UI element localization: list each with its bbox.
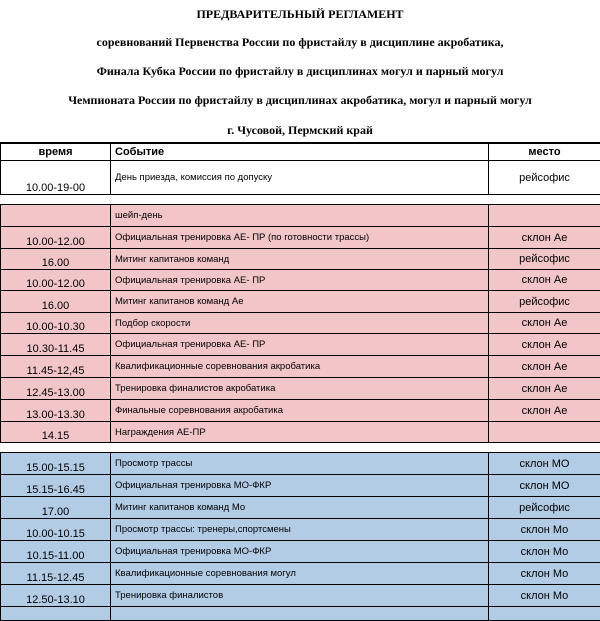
event-cell: Официальная тренировка АЕ- ПР bbox=[111, 334, 489, 356]
place-cell: склон Мо bbox=[489, 541, 600, 563]
event-cell: Официальная тренировка МО-ФКР bbox=[111, 541, 489, 563]
table-row bbox=[1, 227, 600, 249]
schedule-table bbox=[0, 142, 600, 621]
table-row bbox=[1, 356, 600, 378]
time-cell: 14.15 bbox=[1, 422, 111, 443]
place-cell: рейсофис bbox=[489, 497, 600, 519]
place-cell: склон Ае bbox=[489, 313, 600, 334]
subtitle-line-1: соревнований Первенства России по фристайлу в дисциплине акробатика, bbox=[0, 35, 600, 50]
place-cell bbox=[489, 205, 600, 227]
table-row bbox=[1, 334, 600, 356]
time-cell: 11.15-12.45 bbox=[1, 563, 111, 585]
time-cell: 10.00-12.00 bbox=[1, 227, 111, 249]
column-header-place: место bbox=[489, 143, 600, 161]
table-row bbox=[1, 205, 600, 227]
table-row bbox=[1, 270, 600, 291]
table-row bbox=[1, 453, 600, 475]
event-cell: Официальная тренировка МО-ФКР bbox=[111, 475, 489, 497]
time-cell: 16.00 bbox=[1, 291, 111, 313]
time-cell: 10.00-10.15 bbox=[1, 519, 111, 541]
event-cell: Квалификационные соревнования могул bbox=[111, 563, 489, 585]
time-cell bbox=[1, 607, 111, 621]
event-cell: Официальная тренировка АЕ- ПР (по готовности трассы) bbox=[111, 227, 489, 249]
table-row bbox=[1, 541, 600, 563]
table-row bbox=[1, 519, 600, 541]
table-group-gap bbox=[1, 195, 600, 205]
event-cell: Тренировка финалистов акробатика bbox=[111, 378, 489, 400]
time-cell: 13.00-13.30 bbox=[1, 400, 111, 422]
place-cell: склон Мо bbox=[489, 585, 600, 607]
location-line: г. Чусовой, Пермский край bbox=[0, 123, 600, 138]
event-cell: Награждения АЕ-ПР bbox=[111, 422, 489, 443]
table-group-gap bbox=[1, 443, 600, 453]
event-cell: Митинг капитанов команд Мо bbox=[111, 497, 489, 519]
event-cell: Финальные соревнования акробатика bbox=[111, 400, 489, 422]
time-cell bbox=[1, 205, 111, 227]
table-row bbox=[1, 400, 600, 422]
table-row bbox=[1, 497, 600, 519]
place-cell: рейсофис bbox=[489, 291, 600, 313]
time-cell: 15.15-16.45 bbox=[1, 475, 111, 497]
time-cell: 11.45-12,45 bbox=[1, 356, 111, 378]
table-row bbox=[1, 422, 600, 443]
subtitle-line-2: Финала Кубка России по фристайлу в дисциплинах могул и парный могул bbox=[0, 64, 600, 79]
event-cell: Митинг капитанов команд bbox=[111, 249, 489, 270]
table-row bbox=[1, 563, 600, 585]
gap-cell bbox=[1, 195, 600, 205]
place-cell bbox=[489, 422, 600, 443]
document-title: ПРЕДВАРИТЕЛЬНЫЙ РЕГЛАМЕНТ bbox=[0, 7, 600, 22]
place-cell: склон Мо bbox=[489, 519, 600, 541]
table-row bbox=[1, 475, 600, 497]
time-cell: 10.00-19-00 bbox=[1, 161, 111, 195]
event-cell: Официальная тренировка АЕ- ПР bbox=[111, 270, 489, 291]
place-cell: склон Ае bbox=[489, 378, 600, 400]
event-cell: День приезда, комиссия по допуску bbox=[111, 161, 489, 195]
table-row bbox=[1, 607, 600, 621]
table-row bbox=[1, 313, 600, 334]
event-cell: Просмотр трассы: тренеры,спортсмены bbox=[111, 519, 489, 541]
place-cell: склон Ае bbox=[489, 356, 600, 378]
column-header-time: время bbox=[1, 143, 111, 161]
table-row bbox=[1, 249, 600, 270]
time-cell: 17.00 bbox=[1, 497, 111, 519]
time-cell: 10.30-11.45 bbox=[1, 334, 111, 356]
time-cell: 12.45-13.00 bbox=[1, 378, 111, 400]
time-cell: 10.00-10.30 bbox=[1, 313, 111, 334]
time-cell: 10.15-11.00 bbox=[1, 541, 111, 563]
event-cell: Подбор скорости bbox=[111, 313, 489, 334]
time-cell: 10.00-12.00 bbox=[1, 270, 111, 291]
gap-cell bbox=[1, 443, 600, 453]
table-header-row bbox=[1, 143, 600, 161]
place-cell: склон Ае bbox=[489, 227, 600, 249]
place-cell: склон Мо bbox=[489, 563, 600, 585]
place-cell: склон Ае bbox=[489, 334, 600, 356]
table-row bbox=[1, 161, 600, 195]
event-cell bbox=[111, 607, 489, 621]
event-cell: шейп-день bbox=[111, 205, 489, 227]
table-row bbox=[1, 378, 600, 400]
place-cell: склон МО bbox=[489, 475, 600, 497]
place-cell: склон МО bbox=[489, 453, 600, 475]
table-row bbox=[1, 585, 600, 607]
column-header-event: Событие bbox=[111, 143, 489, 161]
place-cell: рейсофис bbox=[489, 249, 600, 270]
event-cell: Тренировка финалистов bbox=[111, 585, 489, 607]
time-cell: 15.00-15.15 bbox=[1, 453, 111, 475]
event-cell: Просмотр трассы bbox=[111, 453, 489, 475]
place-cell: склон Ае bbox=[489, 270, 600, 291]
event-cell: Квалификационные соревнования акробатика bbox=[111, 356, 489, 378]
subtitle-line-3: Чемпионата России по фристайлу в дисциплинах акробатика, могул и парный могул bbox=[0, 93, 600, 108]
time-cell: 16.00 bbox=[1, 249, 111, 270]
time-cell: 12.50-13.10 bbox=[1, 585, 111, 607]
schedule-body bbox=[1, 161, 600, 621]
event-cell: Митинг капитанов команд Ае bbox=[111, 291, 489, 313]
place-cell: склон Ае bbox=[489, 400, 600, 422]
place-cell bbox=[489, 607, 600, 621]
table-row bbox=[1, 291, 600, 313]
place-cell: рейсофис bbox=[489, 161, 600, 195]
